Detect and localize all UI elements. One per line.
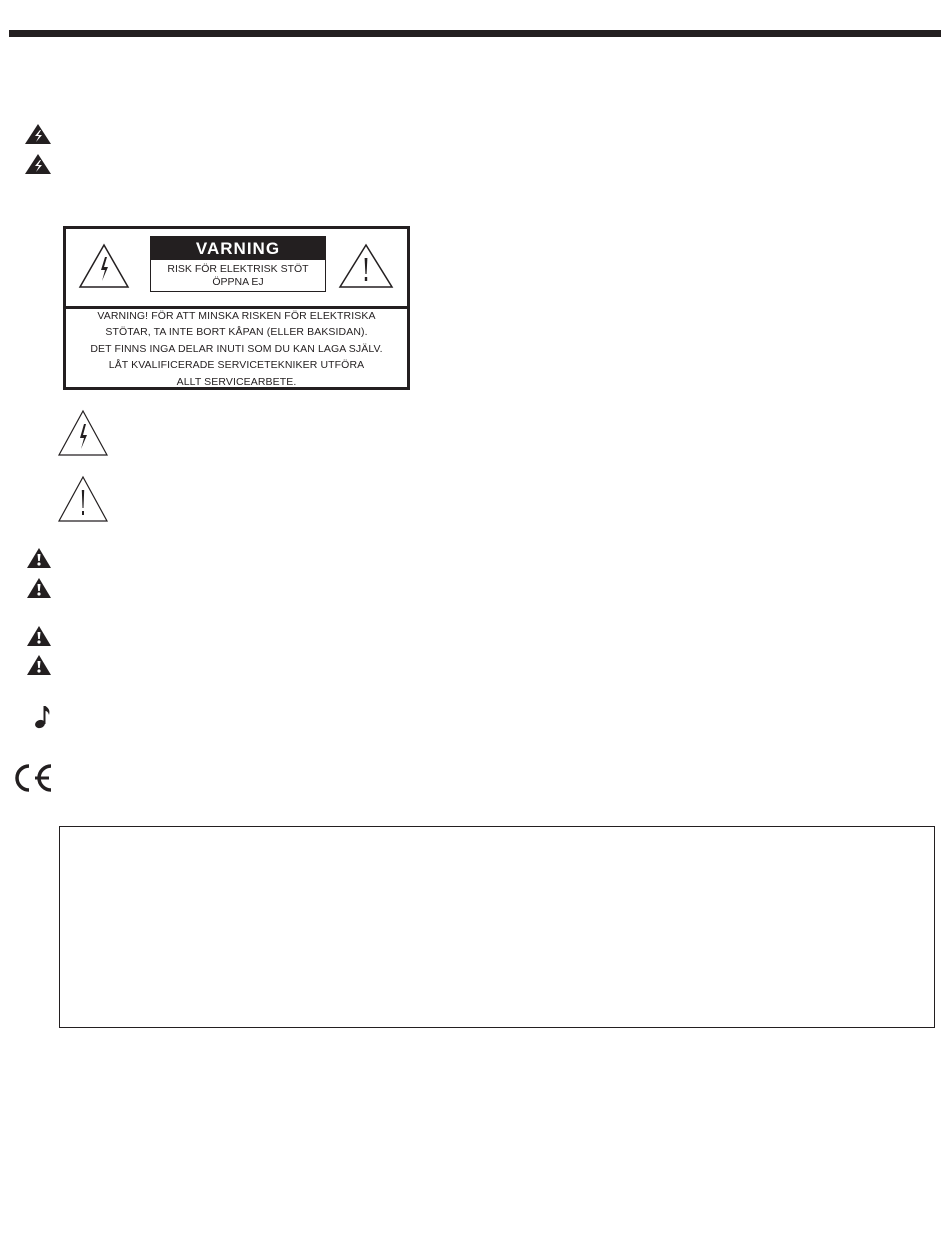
caution-icon	[26, 547, 52, 569]
warning-body	[66, 309, 407, 387]
top-rule	[9, 30, 941, 37]
shock-hazard-icon	[24, 153, 52, 175]
caution-icon	[26, 654, 52, 676]
warning-title: VARNING	[151, 237, 325, 260]
notice-box	[59, 826, 935, 1028]
exclamation-triangle-icon	[57, 475, 109, 523]
lightning-triangle-icon	[57, 409, 109, 457]
lightning-triangle-icon	[78, 243, 130, 289]
caution-icon	[26, 577, 52, 599]
warning-subtitle-line: RISK FÖR ELEKTRISK STÖT	[167, 263, 309, 275]
warning-body-line: LÅT KVALIFICERADE SERVICETEKNIKER UTFÖRA	[108, 359, 365, 372]
warning-body-line: DET FINNS INGA DELAR INUTI SOM DU KAN LAGA SJÄLV.	[90, 342, 383, 355]
warning-label	[63, 226, 410, 390]
warning-label-header	[66, 229, 407, 309]
ce-mark-icon	[9, 762, 55, 794]
warning-body-line: VARNING! FÖR ATT MINSKA RISKEN FÖR ELEKTRISKA	[97, 309, 376, 322]
warning-body-line: ALLT SERVICEARBETE.	[176, 375, 297, 388]
warning-subtitle-line: ÖPPNA EJ	[212, 276, 264, 288]
shock-hazard-icon	[24, 123, 52, 145]
warning-title-box	[150, 236, 326, 292]
exclamation-triangle-icon	[338, 243, 394, 289]
warning-body-line: STÖTAR, TA INTE BORT KÅPAN (ELLER BAKSIDAN).	[105, 326, 368, 339]
caution-icon	[26, 625, 52, 647]
music-note-icon	[33, 703, 53, 729]
warning-subtitle	[151, 260, 325, 289]
